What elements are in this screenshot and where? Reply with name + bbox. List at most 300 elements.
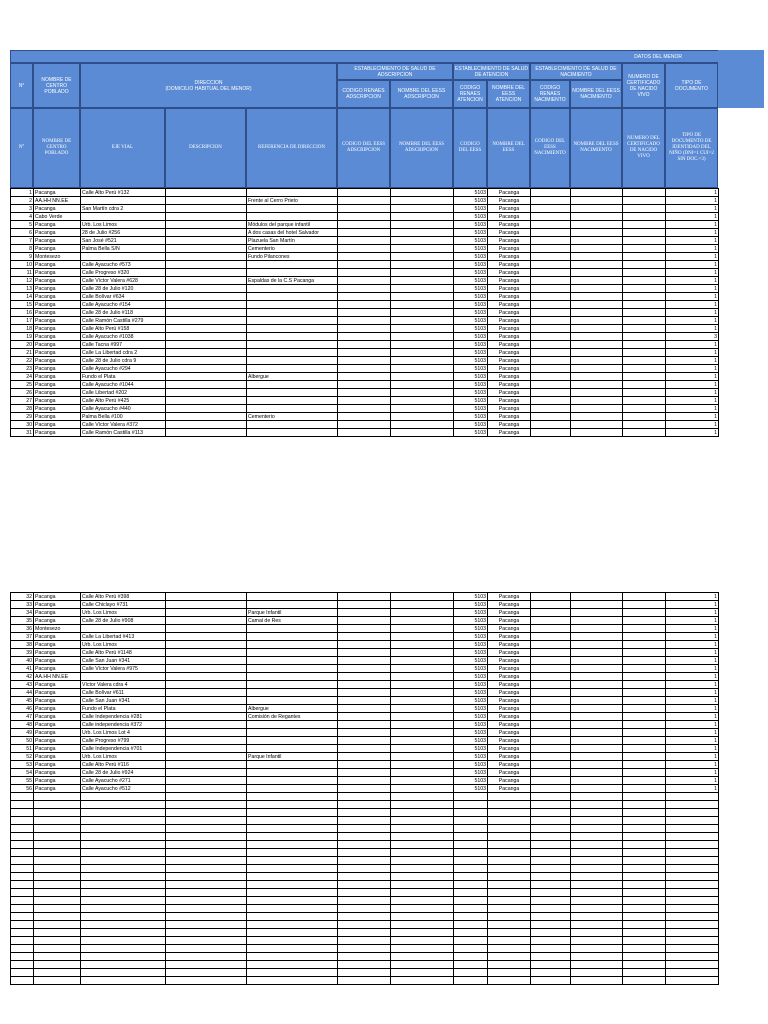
cell-centro-poblado[interactable]: Pacanga (34, 737, 81, 745)
cell-codigo-nacimiento[interactable] (531, 373, 571, 381)
cell-tipo-documento[interactable]: 1 (666, 245, 719, 253)
empty-cell[interactable] (81, 873, 166, 881)
empty-cell[interactable] (571, 857, 623, 865)
cell-referencia[interactable] (247, 601, 338, 609)
cell-n[interactable]: 8 (11, 245, 34, 253)
cell-descripcion[interactable] (166, 349, 247, 357)
empty-cell[interactable] (166, 841, 247, 849)
cell-n[interactable]: 47 (11, 713, 34, 721)
cell-nombre-nacimiento[interactable] (571, 633, 623, 641)
cell-centro-poblado[interactable]: Pacanga (34, 429, 81, 437)
empty-cell[interactable] (338, 849, 391, 857)
cell-referencia[interactable]: Plazuela San Martín (247, 237, 338, 245)
cell-tipo-documento[interactable]: 1 (666, 421, 719, 429)
empty-cell[interactable] (81, 929, 166, 937)
cell-codigo-adscripcion[interactable] (338, 325, 391, 333)
cell-codigo-eess[interactable]: 5103 (454, 301, 488, 309)
cell-eje-vial[interactable]: Calle Alto Perú #425 (81, 397, 166, 405)
cell-codigo-eess[interactable]: 5103 (454, 785, 488, 793)
cell-descripcion[interactable] (166, 301, 247, 309)
cell-descripcion[interactable] (166, 713, 247, 721)
empty-cell[interactable] (623, 801, 666, 809)
empty-cell[interactable] (488, 865, 531, 873)
cell-codigo-eess[interactable]: 5103 (454, 413, 488, 421)
empty-cell[interactable] (247, 865, 338, 873)
cell-descripcion[interactable] (166, 777, 247, 785)
cell-n[interactable]: 46 (11, 705, 34, 713)
cell-eje-vial[interactable] (81, 197, 166, 205)
cell-codigo-eess[interactable]: 5103 (454, 625, 488, 633)
cell-eje-vial[interactable] (81, 253, 166, 261)
cell-eje-vial[interactable]: Calle Chiclayo #731 (81, 601, 166, 609)
cell-descripcion[interactable] (166, 649, 247, 657)
empty-cell[interactable] (531, 833, 571, 841)
cell-n[interactable]: 41 (11, 665, 34, 673)
empty-cell[interactable] (623, 793, 666, 801)
cell-n[interactable]: 2 (11, 197, 34, 205)
empty-cell[interactable] (454, 889, 488, 897)
cell-codigo-eess[interactable]: 5103 (454, 641, 488, 649)
cell-nombre-nacimiento[interactable] (571, 609, 623, 617)
cell-centro-poblado[interactable]: Pacanga (34, 689, 81, 697)
empty-cell[interactable] (623, 913, 666, 921)
cell-eje-vial[interactable]: Urb. Los Limos (81, 609, 166, 617)
cell-descripcion[interactable] (166, 357, 247, 365)
cell-n[interactable]: 37 (11, 633, 34, 641)
cell-nombre-eess[interactable]: Pacanga (488, 673, 531, 681)
cell-descripcion[interactable] (166, 761, 247, 769)
empty-cell[interactable] (666, 833, 719, 841)
cell-centro-poblado[interactable]: Pacanga (34, 713, 81, 721)
cell-eje-vial[interactable] (81, 625, 166, 633)
empty-cell[interactable] (247, 833, 338, 841)
cell-nombre-adscripcion[interactable] (391, 349, 454, 357)
cell-codigo-eess[interactable]: 5103 (454, 753, 488, 761)
cell-n[interactable]: 7 (11, 237, 34, 245)
cell-codigo-eess[interactable]: 5103 (454, 309, 488, 317)
empty-cell[interactable] (11, 833, 34, 841)
cell-nombre-eess[interactable]: Pacanga (488, 229, 531, 237)
cell-tipo-documento[interactable]: 1 (666, 601, 719, 609)
cell-codigo-nacimiento[interactable] (531, 221, 571, 229)
cell-nombre-eess[interactable]: Pacanga (488, 213, 531, 221)
cell-nombre-eess[interactable]: Pacanga (488, 421, 531, 429)
cell-referencia[interactable] (247, 697, 338, 705)
cell-eje-vial[interactable]: Calle Víctor Valera #975 (81, 665, 166, 673)
cell-nombre-eess[interactable]: Pacanga (488, 285, 531, 293)
empty-cell[interactable] (454, 809, 488, 817)
cell-descripcion[interactable] (166, 665, 247, 673)
empty-cell[interactable] (571, 953, 623, 961)
cell-codigo-nacimiento[interactable] (531, 713, 571, 721)
cell-centro-poblado[interactable]: Pacanga (34, 745, 81, 753)
cell-centro-poblado[interactable]: AA.HH NN.EE (34, 197, 81, 205)
empty-cell[interactable] (81, 953, 166, 961)
cell-descripcion[interactable] (166, 689, 247, 697)
cell-nombre-eess[interactable]: Pacanga (488, 769, 531, 777)
empty-cell[interactable] (666, 897, 719, 905)
empty-cell[interactable] (338, 841, 391, 849)
cell-tipo-documento[interactable]: 1 (666, 405, 719, 413)
cell-referencia[interactable] (247, 785, 338, 793)
cell-tipo-documento[interactable]: 1 (666, 777, 719, 785)
empty-cell[interactable] (623, 857, 666, 865)
cell-eje-vial[interactable]: Calle Ayacucho #154 (81, 301, 166, 309)
empty-cell[interactable] (531, 929, 571, 937)
cell-nombre-nacimiento[interactable] (571, 769, 623, 777)
cell-codigo-nacimiento[interactable] (531, 325, 571, 333)
empty-cell[interactable] (247, 921, 338, 929)
cell-nombre-eess[interactable]: Pacanga (488, 721, 531, 729)
cell-codigo-nacimiento[interactable] (531, 785, 571, 793)
cell-eje-vial[interactable]: Calle Alto Perú #1148 (81, 649, 166, 657)
cell-descripcion[interactable] (166, 245, 247, 253)
cell-nombre-adscripcion[interactable] (391, 641, 454, 649)
empty-cell[interactable] (166, 969, 247, 977)
cell-centro-poblado[interactable]: Pacanga (34, 397, 81, 405)
empty-cell[interactable] (391, 793, 454, 801)
empty-cell[interactable] (488, 905, 531, 913)
cell-referencia[interactable]: Frente al Cerro Prieto (247, 197, 338, 205)
empty-cell[interactable] (623, 921, 666, 929)
empty-cell[interactable] (81, 889, 166, 897)
cell-nombre-nacimiento[interactable] (571, 681, 623, 689)
empty-cell[interactable] (34, 961, 81, 969)
cell-tipo-documento[interactable]: 1 (666, 617, 719, 625)
cell-nombre-nacimiento[interactable] (571, 309, 623, 317)
cell-eje-vial[interactable]: Urb. Los Limos Lot 4 (81, 729, 166, 737)
cell-nombre-adscripcion[interactable] (391, 601, 454, 609)
cell-n[interactable]: 33 (11, 601, 34, 609)
empty-cell[interactable] (391, 969, 454, 977)
cell-referencia[interactable] (247, 357, 338, 365)
cell-tipo-documento[interactable]: 1 (666, 625, 719, 633)
empty-cell[interactable] (338, 969, 391, 977)
cell-n[interactable]: 25 (11, 381, 34, 389)
cell-codigo-nacimiento[interactable] (531, 269, 571, 277)
empty-cell[interactable] (623, 961, 666, 969)
cell-nombre-eess[interactable]: Pacanga (488, 405, 531, 413)
cell-codigo-nacimiento[interactable] (531, 429, 571, 437)
cell-codigo-nacimiento[interactable] (531, 753, 571, 761)
cell-codigo-adscripcion[interactable] (338, 729, 391, 737)
cell-numero-certificado[interactable] (623, 641, 666, 649)
cell-nombre-nacimiento[interactable] (571, 229, 623, 237)
cell-nombre-nacimiento[interactable] (571, 785, 623, 793)
cell-n[interactable]: 19 (11, 333, 34, 341)
cell-codigo-adscripcion[interactable] (338, 593, 391, 601)
empty-cell[interactable] (11, 945, 34, 953)
empty-cell[interactable] (666, 793, 719, 801)
empty-cell[interactable] (338, 937, 391, 945)
empty-cell[interactable] (666, 961, 719, 969)
cell-numero-certificado[interactable] (623, 761, 666, 769)
cell-codigo-eess[interactable]: 5103 (454, 697, 488, 705)
cell-referencia[interactable] (247, 349, 338, 357)
cell-tipo-documento[interactable]: 1 (666, 389, 719, 397)
empty-cell[interactable] (11, 801, 34, 809)
cell-descripcion[interactable] (166, 785, 247, 793)
cell-codigo-nacimiento[interactable] (531, 777, 571, 785)
cell-descripcion[interactable] (166, 421, 247, 429)
cell-descripcion[interactable] (166, 673, 247, 681)
cell-nombre-eess[interactable]: Pacanga (488, 609, 531, 617)
cell-codigo-nacimiento[interactable] (531, 397, 571, 405)
cell-codigo-adscripcion[interactable] (338, 421, 391, 429)
cell-nombre-nacimiento[interactable] (571, 405, 623, 413)
cell-referencia[interactable] (247, 745, 338, 753)
cell-descripcion[interactable] (166, 285, 247, 293)
cell-tipo-documento[interactable]: 1 (666, 189, 719, 197)
cell-n[interactable]: 12 (11, 277, 34, 285)
cell-eje-vial[interactable]: Calle 28 de Julio #908 (81, 617, 166, 625)
cell-eje-vial[interactable]: Calle Alto Perú #116 (81, 761, 166, 769)
empty-cell[interactable] (11, 961, 34, 969)
cell-codigo-nacimiento[interactable] (531, 229, 571, 237)
cell-n[interactable]: 35 (11, 617, 34, 625)
cell-codigo-nacimiento[interactable] (531, 341, 571, 349)
cell-nombre-eess[interactable]: Pacanga (488, 601, 531, 609)
cell-nombre-eess[interactable]: Pacanga (488, 189, 531, 197)
empty-cell[interactable] (81, 921, 166, 929)
cell-codigo-nacimiento[interactable] (531, 197, 571, 205)
empty-cell[interactable] (531, 841, 571, 849)
empty-cell[interactable] (34, 945, 81, 953)
cell-codigo-adscripcion[interactable] (338, 293, 391, 301)
cell-codigo-nacimiento[interactable] (531, 309, 571, 317)
cell-descripcion[interactable] (166, 405, 247, 413)
cell-descripcion[interactable] (166, 341, 247, 349)
cell-tipo-documento[interactable]: 1 (666, 729, 719, 737)
cell-tipo-documento[interactable]: 3 (666, 333, 719, 341)
cell-numero-certificado[interactable] (623, 229, 666, 237)
cell-codigo-nacimiento[interactable] (531, 413, 571, 421)
empty-cell[interactable] (623, 809, 666, 817)
empty-cell[interactable] (571, 801, 623, 809)
empty-cell[interactable] (338, 881, 391, 889)
empty-cell[interactable] (454, 849, 488, 857)
empty-cell[interactable] (391, 865, 454, 873)
cell-referencia[interactable] (247, 301, 338, 309)
empty-cell[interactable] (571, 793, 623, 801)
cell-nombre-eess[interactable]: Pacanga (488, 713, 531, 721)
cell-codigo-eess[interactable]: 5103 (454, 681, 488, 689)
cell-descripcion[interactable] (166, 753, 247, 761)
empty-cell[interactable] (531, 873, 571, 881)
cell-tipo-documento[interactable]: 1 (666, 713, 719, 721)
empty-cell[interactable] (666, 825, 719, 833)
empty-cell[interactable] (81, 817, 166, 825)
cell-referencia[interactable] (247, 673, 338, 681)
cell-nombre-eess[interactable]: Pacanga (488, 413, 531, 421)
cell-descripcion[interactable] (166, 721, 247, 729)
empty-cell[interactable] (247, 881, 338, 889)
cell-eje-vial[interactable]: Palma Bella #100 (81, 413, 166, 421)
empty-cell[interactable] (166, 865, 247, 873)
cell-nombre-nacimiento[interactable] (571, 205, 623, 213)
cell-codigo-nacimiento[interactable] (531, 237, 571, 245)
cell-n[interactable]: 23 (11, 365, 34, 373)
cell-tipo-documento[interactable]: 1 (666, 213, 719, 221)
cell-tipo-documento[interactable]: 1 (666, 697, 719, 705)
cell-n[interactable]: 4 (11, 213, 34, 221)
cell-n[interactable]: 28 (11, 405, 34, 413)
cell-nombre-adscripcion[interactable] (391, 317, 454, 325)
empty-cell[interactable] (247, 913, 338, 921)
cell-nombre-eess[interactable]: Pacanga (488, 729, 531, 737)
empty-cell[interactable] (488, 929, 531, 937)
cell-descripcion[interactable] (166, 269, 247, 277)
cell-nombre-adscripcion[interactable] (391, 681, 454, 689)
empty-cell[interactable] (247, 929, 338, 937)
cell-eje-vial[interactable]: Palma Bella S/N (81, 245, 166, 253)
cell-nombre-eess[interactable]: Pacanga (488, 301, 531, 309)
cell-codigo-adscripcion[interactable] (338, 253, 391, 261)
cell-nombre-nacimiento[interactable] (571, 237, 623, 245)
empty-cell[interactable] (166, 889, 247, 897)
cell-codigo-adscripcion[interactable] (338, 373, 391, 381)
empty-cell[interactable] (81, 961, 166, 969)
cell-referencia[interactable] (247, 689, 338, 697)
cell-nombre-nacimiento[interactable] (571, 729, 623, 737)
cell-eje-vial[interactable]: Calle 28 de Julio #924 (81, 769, 166, 777)
cell-nombre-adscripcion[interactable] (391, 277, 454, 285)
cell-codigo-adscripcion[interactable] (338, 429, 391, 437)
cell-n[interactable]: 44 (11, 689, 34, 697)
cell-numero-certificado[interactable] (623, 341, 666, 349)
cell-nombre-adscripcion[interactable] (391, 753, 454, 761)
cell-n[interactable]: 27 (11, 397, 34, 405)
cell-nombre-eess[interactable]: Pacanga (488, 389, 531, 397)
cell-codigo-adscripcion[interactable] (338, 237, 391, 245)
empty-cell[interactable] (623, 977, 666, 985)
cell-n[interactable]: 39 (11, 649, 34, 657)
cell-codigo-adscripcion[interactable] (338, 769, 391, 777)
empty-cell[interactable] (247, 793, 338, 801)
empty-cell[interactable] (34, 977, 81, 985)
cell-numero-certificado[interactable] (623, 189, 666, 197)
cell-numero-certificado[interactable] (623, 649, 666, 657)
cell-codigo-nacimiento[interactable] (531, 189, 571, 197)
cell-tipo-documento[interactable]: 1 (666, 317, 719, 325)
empty-cell[interactable] (166, 937, 247, 945)
cell-codigo-eess[interactable]: 5103 (454, 325, 488, 333)
cell-descripcion[interactable] (166, 373, 247, 381)
cell-codigo-eess[interactable]: 5103 (454, 285, 488, 293)
empty-cell[interactable] (488, 809, 531, 817)
empty-cell[interactable] (454, 833, 488, 841)
cell-codigo-adscripcion[interactable] (338, 705, 391, 713)
cell-nombre-adscripcion[interactable] (391, 785, 454, 793)
cell-eje-vial[interactable]: Calle Alto Perú #132 (81, 189, 166, 197)
empty-cell[interactable] (488, 801, 531, 809)
empty-cell[interactable] (571, 929, 623, 937)
cell-codigo-adscripcion[interactable] (338, 389, 391, 397)
cell-numero-certificado[interactable] (623, 277, 666, 285)
cell-numero-certificado[interactable] (623, 609, 666, 617)
empty-cell[interactable] (488, 937, 531, 945)
empty-cell[interactable] (81, 969, 166, 977)
cell-eje-vial[interactable]: Calle 28 de Julio #120 (81, 285, 166, 293)
cell-codigo-adscripcion[interactable] (338, 397, 391, 405)
cell-codigo-adscripcion[interactable] (338, 357, 391, 365)
cell-nombre-eess[interactable]: Pacanga (488, 641, 531, 649)
cell-centro-poblado[interactable]: Pacanga (34, 237, 81, 245)
empty-cell[interactable] (531, 905, 571, 913)
cell-codigo-eess[interactable]: 5103 (454, 197, 488, 205)
empty-cell[interactable] (623, 969, 666, 977)
cell-nombre-nacimiento[interactable] (571, 673, 623, 681)
empty-cell[interactable] (81, 809, 166, 817)
cell-nombre-eess[interactable]: Pacanga (488, 333, 531, 341)
cell-codigo-eess[interactable]: 5103 (454, 229, 488, 237)
cell-codigo-nacimiento[interactable] (531, 689, 571, 697)
cell-eje-vial[interactable]: Calle Progreso #320 (81, 269, 166, 277)
empty-cell[interactable] (488, 921, 531, 929)
cell-eje-vial[interactable]: Calle Ayacucho #1044 (81, 381, 166, 389)
cell-nombre-eess[interactable]: Pacanga (488, 237, 531, 245)
cell-eje-vial[interactable]: Calle Alto Perú #398 (81, 593, 166, 601)
empty-cell[interactable] (454, 929, 488, 937)
cell-numero-certificado[interactable] (623, 381, 666, 389)
empty-cell[interactable] (531, 865, 571, 873)
cell-nombre-adscripcion[interactable] (391, 397, 454, 405)
cell-n[interactable]: 45 (11, 697, 34, 705)
cell-codigo-nacimiento[interactable] (531, 261, 571, 269)
cell-codigo-adscripcion[interactable] (338, 713, 391, 721)
empty-cell[interactable] (488, 849, 531, 857)
cell-codigo-nacimiento[interactable] (531, 253, 571, 261)
cell-tipo-documento[interactable]: 1 (666, 293, 719, 301)
cell-eje-vial[interactable]: 28 de Julio #256 (81, 229, 166, 237)
cell-nombre-nacimiento[interactable] (571, 277, 623, 285)
cell-tipo-documento[interactable]: 1 (666, 373, 719, 381)
cell-nombre-adscripcion[interactable] (391, 325, 454, 333)
empty-cell[interactable] (623, 953, 666, 961)
cell-referencia[interactable] (247, 365, 338, 373)
cell-codigo-adscripcion[interactable] (338, 261, 391, 269)
empty-cell[interactable] (623, 833, 666, 841)
empty-cell[interactable] (454, 825, 488, 833)
empty-cell[interactable] (11, 937, 34, 945)
cell-codigo-nacimiento[interactable] (531, 761, 571, 769)
cell-referencia[interactable] (247, 309, 338, 317)
cell-nombre-nacimiento[interactable] (571, 753, 623, 761)
cell-descripcion[interactable] (166, 365, 247, 373)
cell-descripcion[interactable] (166, 205, 247, 213)
cell-codigo-eess[interactable]: 5103 (454, 713, 488, 721)
cell-tipo-documento[interactable]: 1 (666, 673, 719, 681)
empty-cell[interactable] (338, 897, 391, 905)
cell-nombre-adscripcion[interactable] (391, 261, 454, 269)
cell-codigo-eess[interactable]: 5103 (454, 421, 488, 429)
cell-n[interactable]: 49 (11, 729, 34, 737)
cell-codigo-eess[interactable]: 5103 (454, 657, 488, 665)
cell-numero-certificado[interactable] (623, 753, 666, 761)
cell-nombre-adscripcion[interactable] (391, 221, 454, 229)
cell-codigo-adscripcion[interactable] (338, 649, 391, 657)
cell-tipo-documento[interactable]: 1 (666, 349, 719, 357)
cell-codigo-adscripcion[interactable] (338, 269, 391, 277)
cell-codigo-adscripcion[interactable] (338, 641, 391, 649)
empty-cell[interactable] (338, 945, 391, 953)
cell-codigo-nacimiento[interactable] (531, 665, 571, 673)
cell-codigo-eess[interactable]: 5103 (454, 357, 488, 365)
cell-codigo-eess[interactable]: 5103 (454, 673, 488, 681)
empty-cell[interactable] (488, 945, 531, 953)
cell-nombre-eess[interactable]: Pacanga (488, 293, 531, 301)
cell-codigo-eess[interactable]: 5103 (454, 609, 488, 617)
